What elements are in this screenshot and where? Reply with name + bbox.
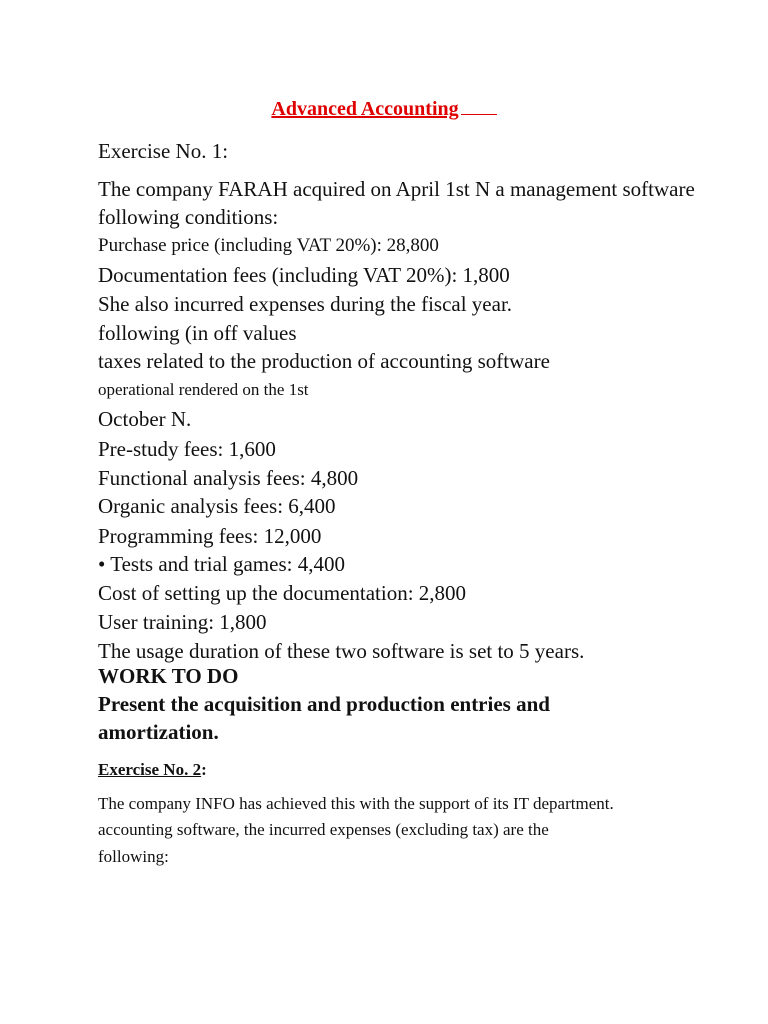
exercise1-line: operational rendered on the 1st	[98, 380, 309, 399]
exercise1-heading: Exercise No. 1:	[98, 139, 229, 163]
exercise2-heading-text: Exercise No. 2	[98, 760, 202, 779]
exercise1-line: The company FARAH acquired on April 1st N a management software	[98, 177, 695, 201]
exercise2-heading	[98, 756, 207, 784]
exercise2-line: accounting software, the incurred expenses (excluding tax) are the	[98, 820, 549, 839]
exercise1-line: taxes related to the production of accounting software	[98, 349, 550, 373]
document-title: Advanced Accounting	[271, 98, 459, 120]
exercise1-line: Organic analysis fees: 6,400	[98, 494, 336, 518]
exercise1-line: following (in off values	[98, 321, 297, 345]
exercise1-line: Pre-study fees: 1,600	[98, 437, 276, 461]
exercise1-line: User training: 1,800	[98, 610, 267, 634]
exercise1-line: October N.	[98, 407, 192, 431]
exercise2-line: following:	[98, 847, 169, 866]
work-to-do-line: Present the acquisition and production entries and	[98, 692, 550, 716]
exercise1-line: The usage duration of these two software is set to 5 years.	[98, 639, 585, 663]
exercise1-line: Programming fees: 12,000	[98, 524, 322, 548]
exercise2-heading-colon: :	[201, 760, 207, 779]
exercise1-line: She also incurred expenses during the fiscal year.	[98, 292, 513, 316]
title-underline-trail	[461, 113, 497, 115]
exercise1-line: Cost of setting up the documentation: 2,800	[98, 581, 467, 605]
exercise1-line: following conditions:	[98, 205, 279, 229]
exercise1-line: Functional analysis fees: 4,800	[98, 466, 359, 490]
exercise1-line: Purchase price (including VAT 20%): 28,800	[98, 235, 439, 256]
exercise2-line: The company INFO has achieved this with the support of its IT department.	[98, 794, 614, 813]
exercise1-line: • Tests and trial games: 4,400	[98, 552, 345, 576]
exercise1-line: Documentation fees (including VAT 20%): 1,800	[98, 263, 510, 287]
work-to-do-heading: WORK TO DO	[98, 664, 239, 688]
work-to-do-line: amortization.	[98, 720, 219, 744]
title-block	[0, 98, 768, 121]
